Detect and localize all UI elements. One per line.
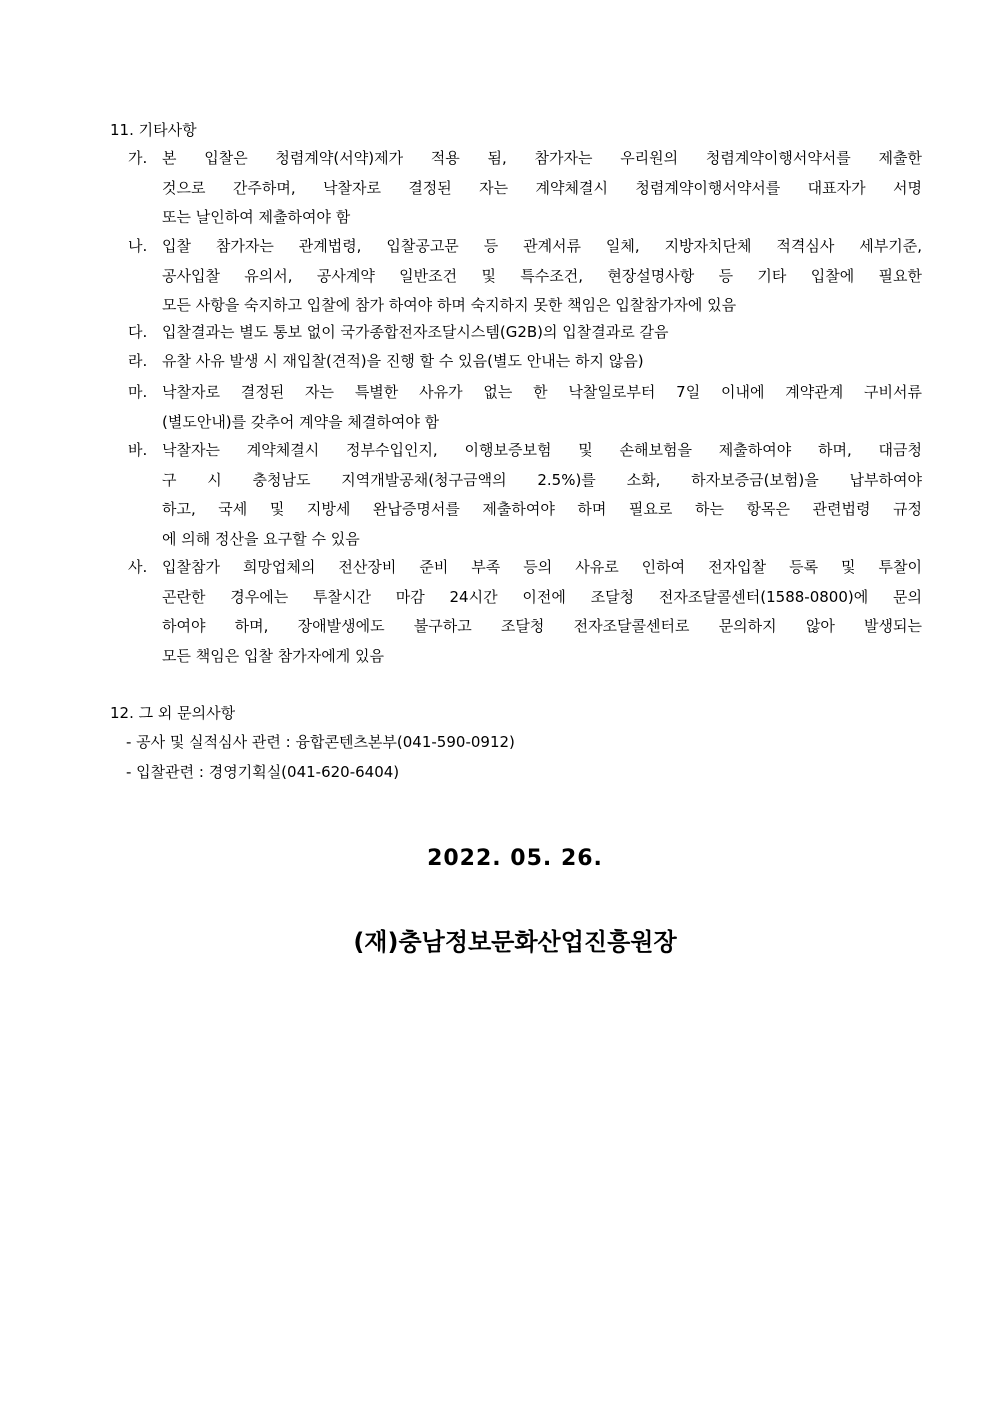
notice-item-na bbox=[128, 232, 922, 321]
item-line: 입찰참가 희망업체의 전산장비 준비 부족 등의 사유로 인하여 전자입찰 등록 및 투찰이 bbox=[162, 558, 922, 576]
item-line: 모든 책임은 입찰 참가자에게 있음 bbox=[162, 646, 384, 665]
item-marker: 라. bbox=[128, 352, 148, 370]
section-12-heading: 12. 그 외 문의사항 bbox=[110, 704, 236, 722]
notice-item-da bbox=[128, 318, 922, 348]
notice-item-sa bbox=[128, 553, 922, 671]
item-line: 낙찰자로 결정된 자는 특별한 사유가 없는 한 낙찰일로부터 7일 이내에 계약관계 구비서류 bbox=[162, 383, 922, 401]
item-line: 입찰결과는 별도 통보 없이 국가종합전자조달시스템(G2B)의 입찰결과로 갈음 bbox=[162, 323, 669, 341]
item-line: 하고, 국세 및 지방세 완납증명서를 제출하여야 하며 필요로 하는 항목은 관련법령 규정 bbox=[162, 500, 922, 518]
item-line: 하여야 하며, 장애발생에도 불구하고 조달청 전자조달콜센터로 문의하지 않아 발생되는 bbox=[162, 617, 922, 635]
item-marker: 나. bbox=[128, 237, 148, 255]
item-line: 입찰 참가자는 관계법령, 입찰공고문 등 관계서류 일체, 지방자치단체 적격심사 세부기준, bbox=[162, 237, 922, 255]
item-line: 낙찰자는 계약체결시 정부수입인지, 이행보증보험 및 손해보험을 제출하여야 하며, 대금청 bbox=[162, 441, 922, 459]
item-line: 구 시 충청남도 지역개발공채(청구금액의 2.5%)를 소화, 하자보증금(보험)을 납부하여야 bbox=[162, 470, 922, 489]
item-line: 공사입찰 유의서, 공사계약 일반조건 및 특수조건, 현장설명사항 등 기타 입찰에 필요한 bbox=[162, 266, 922, 285]
item-line: 본 입찰은 청렴계약(서약)제가 적용 됨, 참가자는 우리원의 청렴계약이행서약서를 제출한 bbox=[162, 149, 922, 167]
item-marker: 다. bbox=[128, 323, 148, 341]
contact-line-bidding: - 입찰관련 : 경영기획실(041-620-6404) bbox=[126, 763, 400, 781]
item-line: 유찰 사유 발생 시 재입찰(견적)을 진행 할 수 있음(별도 안내는 하지 않음) bbox=[162, 352, 644, 370]
notice-item-ba bbox=[128, 436, 922, 554]
item-line: 에 의해 정산을 요구할 수 있음 bbox=[162, 529, 360, 548]
issuing-organization: (재)충남정보문화산업진흥원장 bbox=[353, 928, 677, 956]
item-marker: 가. bbox=[128, 149, 148, 167]
item-marker: 바. bbox=[128, 441, 148, 459]
notice-item-ga bbox=[128, 144, 922, 233]
item-line: 것으로 간주하며, 낙찰자로 결정된 자는 계약체결시 청렴계약이행서약서를 대표자가 서명 bbox=[162, 178, 922, 197]
section-11-heading: 11. 기타사항 bbox=[110, 121, 197, 139]
item-marker: 사. bbox=[128, 558, 148, 576]
contact-line-construction: - 공사 및 실적심사 관련 : 융합콘텐츠본부(041-590-0912) bbox=[126, 733, 515, 751]
notice-item-ra bbox=[128, 347, 922, 377]
item-line: 곤란한 경우에는 투찰시간 마감 24시간 이전에 조달청 전자조달콜센터(1588-0800)에 문의 bbox=[162, 587, 922, 606]
item-marker: 마. bbox=[128, 383, 148, 401]
item-line: 모든 사항을 숙지하고 입찰에 참가 하여야 하며 숙지하지 못한 책임은 입찰참가자에 있음 bbox=[162, 296, 737, 314]
document-date: 2022. 05. 26. bbox=[427, 846, 603, 871]
notice-item-ma bbox=[128, 378, 922, 437]
item-line: (별도안내)를 갖추어 계약을 체결하여야 함 bbox=[162, 412, 440, 431]
item-line: 또는 날인하여 제출하여야 함 bbox=[162, 208, 351, 226]
